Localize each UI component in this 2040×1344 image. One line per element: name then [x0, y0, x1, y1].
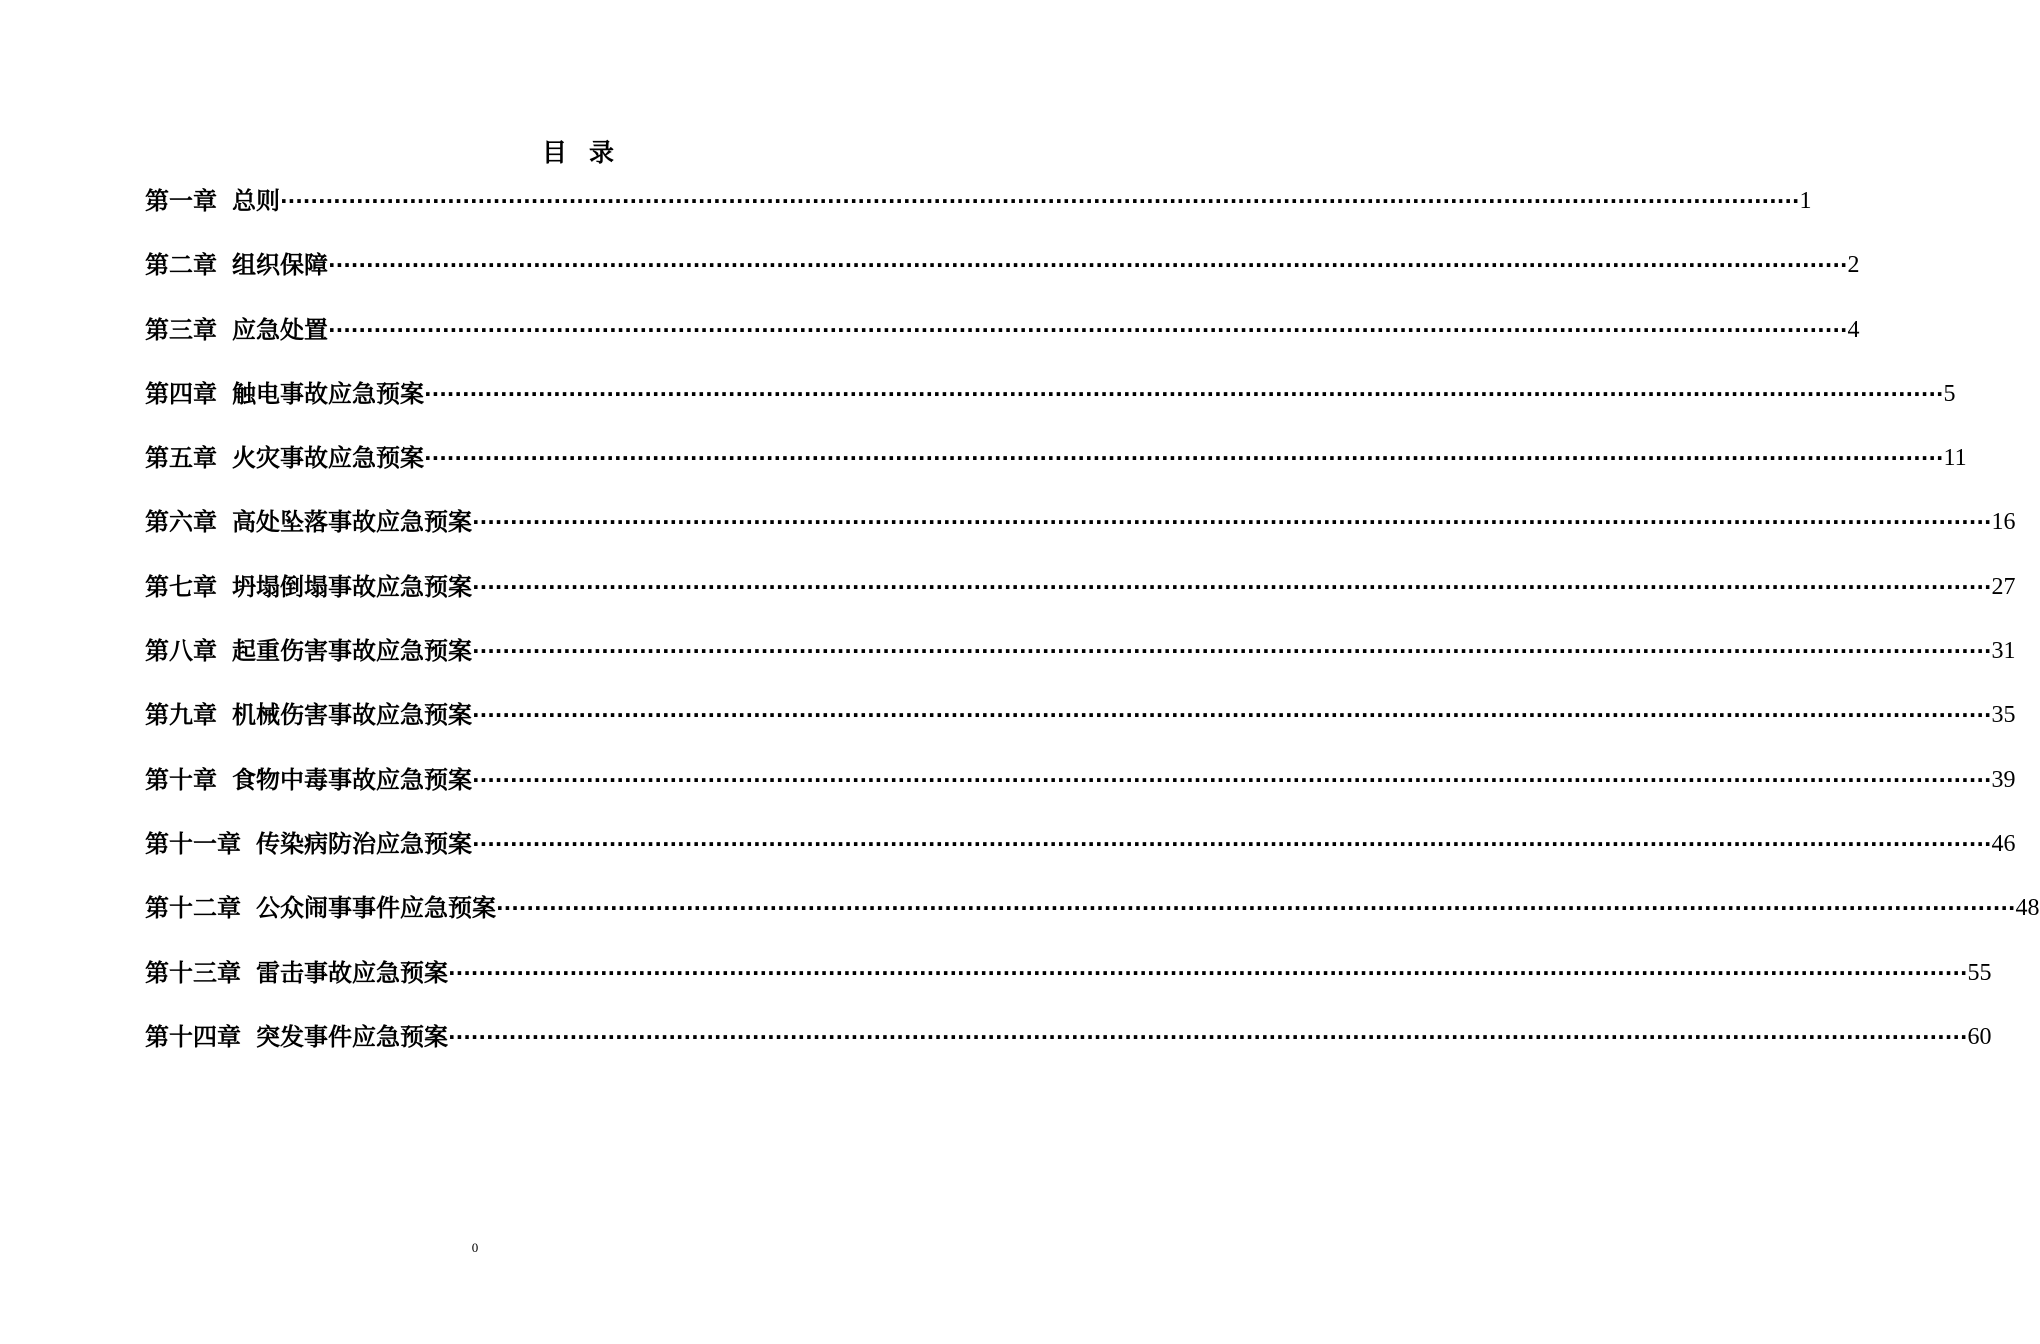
toc-leader-dots: ········································································································································································································: [496, 896, 2016, 921]
toc-chapter-label: 第十四章: [145, 1021, 241, 1051]
toc-page-number: 46: [1991, 830, 2016, 857]
toc-leader-dots: ········································································································································································································: [472, 831, 1992, 856]
toc-entry[interactable]: [145, 950, 1992, 1014]
toc-page-number: 60: [1967, 1023, 1992, 1050]
toc-leader-dots: ········································································································································································································: [472, 767, 1992, 792]
toc-leader-dots: ········································································································································································································: [448, 960, 1968, 985]
toc-chapter-name: 机械伤害事故应急预案: [232, 700, 472, 730]
toc-chapter-label: 第九章: [145, 700, 217, 730]
toc-leader-dots: ········································································································································································································: [424, 381, 1944, 406]
toc-chapter-name: 总则: [232, 186, 280, 215]
toc-chapter-label: 第三章: [145, 314, 217, 344]
toc-entry[interactable]: [145, 628, 2016, 692]
toc-leader-dots: ········································································································································································································: [328, 317, 1848, 342]
toc-page-number: 5: [1943, 380, 1956, 407]
toc-leader-dots: ········································································································································································································: [424, 446, 1944, 471]
toc-leader-dots: ········································································································································································································: [280, 189, 1800, 213]
toc-chapter-label: 第四章: [145, 378, 217, 408]
toc-chapter-label: 第一章: [145, 186, 217, 215]
toc-chapter-label: 第十章: [145, 764, 217, 794]
toc-entry[interactable]: [145, 178, 1812, 242]
toc-page-number: 2: [1847, 252, 1860, 279]
toc-entry[interactable]: [145, 692, 2016, 756]
toc-chapter-name: 雷击事故应急预案: [256, 957, 448, 987]
toc-entry[interactable]: [145, 821, 2016, 885]
toc-chapter-label: 第五章: [145, 443, 217, 473]
toc-title-part2: 录: [589, 138, 615, 167]
toc-page-number: 48: [2015, 895, 2040, 922]
toc-leader-dots: ········································································································································································································: [448, 1024, 1968, 1049]
toc-page-number: 55: [1967, 959, 1992, 986]
toc-entry[interactable]: [145, 371, 1956, 435]
toc-chapter-name: 突发事件应急预案: [256, 1021, 448, 1051]
toc-entry[interactable]: [145, 885, 2040, 949]
toc-chapter-label: 第七章: [145, 571, 217, 601]
toc-chapter-name: 火灾事故应急预案: [232, 443, 424, 473]
toc-chapter-name: 触电事故应急预案: [232, 378, 424, 408]
toc-chapter-name: 传染病防治应急预案: [256, 828, 472, 858]
toc-leader-dots: ········································································································································································································: [328, 253, 1848, 278]
toc-leader-dots: ········································································································································································································: [472, 574, 1992, 599]
toc-chapter-name: 起重伤害事故应急预案: [232, 636, 472, 666]
toc-page-number: 39: [1991, 766, 2016, 793]
toc-chapter-name: 应急处置: [232, 314, 328, 344]
toc-chapter-label: 第六章: [145, 507, 217, 537]
toc-page-number: 16: [1991, 509, 2016, 536]
toc-chapter-label: 第二章: [145, 250, 217, 280]
toc-entry[interactable]: [145, 564, 2016, 628]
toc-entry[interactable]: [145, 435, 1967, 499]
toc-entry[interactable]: [145, 757, 2016, 821]
toc-chapter-name: 公众闹事事件应急预案: [256, 893, 496, 923]
toc-entry[interactable]: [145, 307, 1860, 371]
toc-chapter-label: 第十三章: [145, 957, 241, 987]
toc-title: [0, 133, 1156, 169]
toc-chapter-label: 第十一章: [145, 828, 241, 858]
page-footer-number: 0: [471, 1240, 479, 1255]
toc-page-number: 35: [1991, 702, 2016, 729]
toc-entry[interactable]: [145, 1014, 1992, 1078]
toc-chapter-label: 第八章: [145, 636, 217, 666]
toc-page-number: 11: [1943, 445, 1967, 472]
toc-list: [145, 178, 2040, 1078]
toc-page-number: 1: [1799, 188, 1812, 214]
toc-leader-dots: ········································································································································································································: [472, 703, 1992, 728]
toc-leader-dots: ········································································································································································································: [472, 639, 1992, 664]
toc-entry[interactable]: [145, 499, 2016, 563]
toc-chapter-name: 坍塌倒塌事故应急预案: [232, 571, 472, 601]
toc-title-part1: 目: [541, 138, 567, 167]
toc-leader-dots: ········································································································································································································: [472, 510, 1992, 535]
toc-page-number: 27: [1991, 573, 2016, 600]
toc-chapter-name: 组织保障: [232, 250, 328, 280]
toc-entry[interactable]: [145, 242, 1860, 306]
toc-page-number: 31: [1991, 638, 2016, 665]
toc-page-number: 4: [1847, 316, 1860, 343]
toc-chapter-name: 食物中毒事故应急预案: [232, 764, 472, 794]
toc-chapter-name: 高处坠落事故应急预案: [232, 507, 472, 537]
toc-chapter-label: 第十二章: [145, 893, 241, 923]
